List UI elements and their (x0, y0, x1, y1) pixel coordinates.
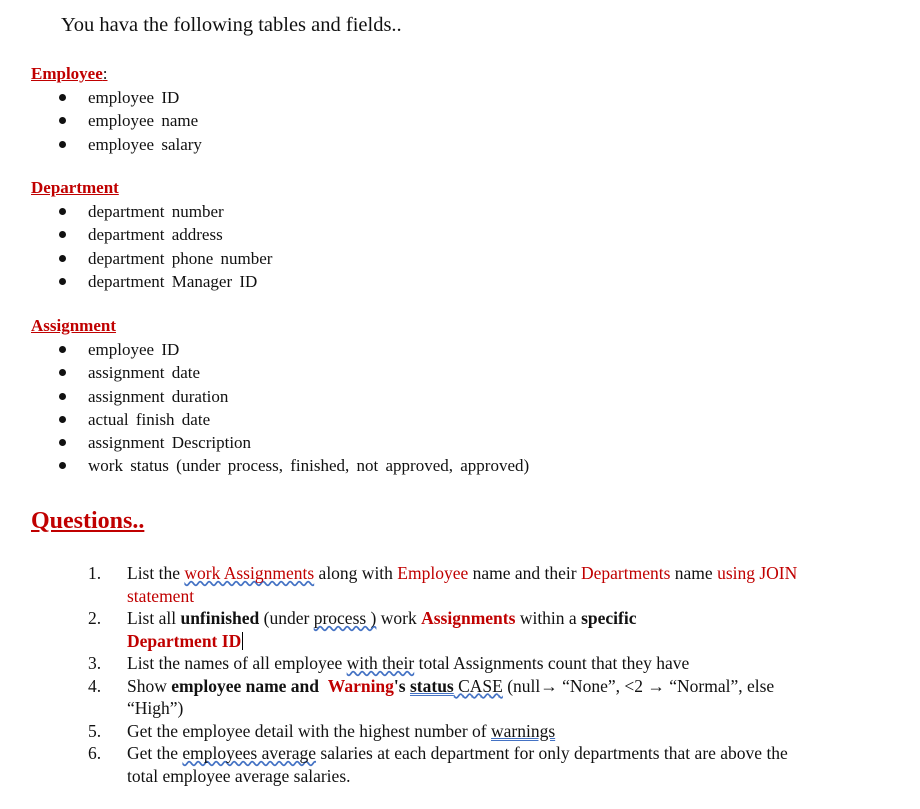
question-number: 2. (88, 608, 102, 628)
question-number: 6. (88, 743, 102, 763)
list-item: assignment duration (56, 385, 529, 408)
list-item: employee ID (56, 338, 529, 361)
employee-table-title: Employee: (31, 64, 108, 83)
question-2: 2. List all unfinished (under process ) work Assignments within a specific Department ID (88, 608, 637, 651)
list-item: department address (56, 223, 272, 246)
question-number: 4. (88, 675, 102, 696)
question-number: 5. (88, 720, 102, 741)
question-3: 3. List the names of all employee with their total Assignments count that they have (88, 653, 690, 673)
list-item: assignment Description (56, 431, 529, 454)
list-item: actual finish date (56, 408, 529, 431)
list-item: employee salary (56, 133, 202, 156)
list-item: employee ID (56, 86, 202, 109)
list-item: department phone number (56, 247, 272, 270)
question-4: 4. Show employee name and Warning's status CASE (null→ “None”, <2 → “Normal”, else “High”) (88, 675, 775, 718)
assignment-field-list (56, 338, 529, 478)
list-item: department Manager ID (56, 270, 272, 293)
text-cursor (242, 632, 243, 650)
employee-field-list (56, 86, 202, 156)
question-1: 1. List the work Assignments along with Employee name and their Departments name using JOIN statement (88, 563, 798, 606)
department-field-list (56, 200, 272, 293)
list-item: work status (under process, finished, not approved, approved) (56, 454, 529, 477)
question-6: 6. Get the employees average salaries at each department for only departments that are above the total employee average salaries. (88, 743, 788, 786)
question-5: 5. Get the employee detail with the highest number of warnings (88, 720, 556, 741)
question-number: 1. (88, 563, 102, 583)
question-number: 3. (88, 653, 102, 673)
list-item: department number (56, 200, 272, 223)
list-item: employee name (56, 109, 202, 132)
list-item: assignment date (56, 361, 529, 384)
assignment-table-title: Assignment (31, 316, 117, 335)
department-table-title: Department (31, 178, 119, 197)
intro-text: You hava the following tables and fields.. (61, 14, 402, 36)
questions-list (88, 562, 808, 787)
questions-heading: Questions.. (31, 508, 145, 534)
